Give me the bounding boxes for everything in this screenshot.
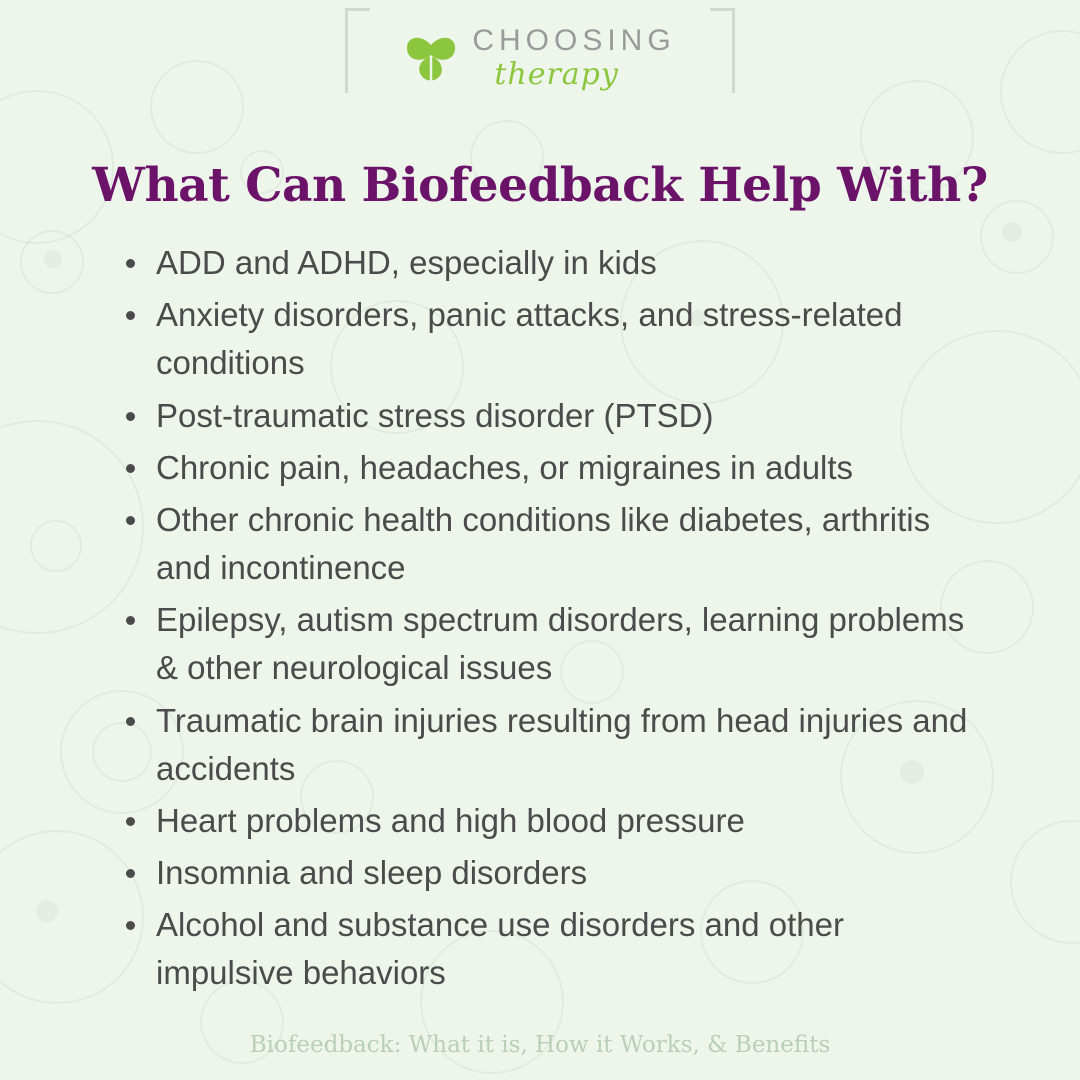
brand-logo[interactable] (0, 26, 1080, 90)
list-item: Other chronic health conditions like diabetes, arthritis and incontinence (120, 496, 984, 592)
list-item: Alcohol and substance use disorders and other impulsive behaviors (120, 901, 984, 997)
condition-list (120, 239, 984, 998)
header (0, 0, 1080, 140)
list-item: Traumatic brain injuries resulting from head injuries and accidents (120, 697, 984, 793)
brand-name-primary: CHOOSING (472, 24, 676, 57)
list-item: ADD and ADHD, especially in kids (120, 239, 984, 287)
list-item: Heart problems and high blood pressure (120, 797, 984, 845)
list-item: Chronic pain, headaches, or migraines in adults (120, 444, 984, 492)
page-title: What Can Biofeedback Help With? (92, 158, 988, 213)
list-item: Post-traumatic stress disorder (PTSD) (120, 392, 984, 440)
list-item: Anxiety disorders, panic attacks, and stress-related conditions (120, 291, 984, 387)
list-item: Insomnia and sleep disorders (120, 849, 984, 897)
footer-caption: Biofeedback: What it is, How it Works, & Benefits (249, 1032, 831, 1058)
leaf-logo-icon (404, 29, 458, 87)
list-item: Epilepsy, autism spectrum disorders, learning problems & other neurological issues (120, 596, 984, 692)
brand-name-secondary: therapy (494, 57, 619, 92)
